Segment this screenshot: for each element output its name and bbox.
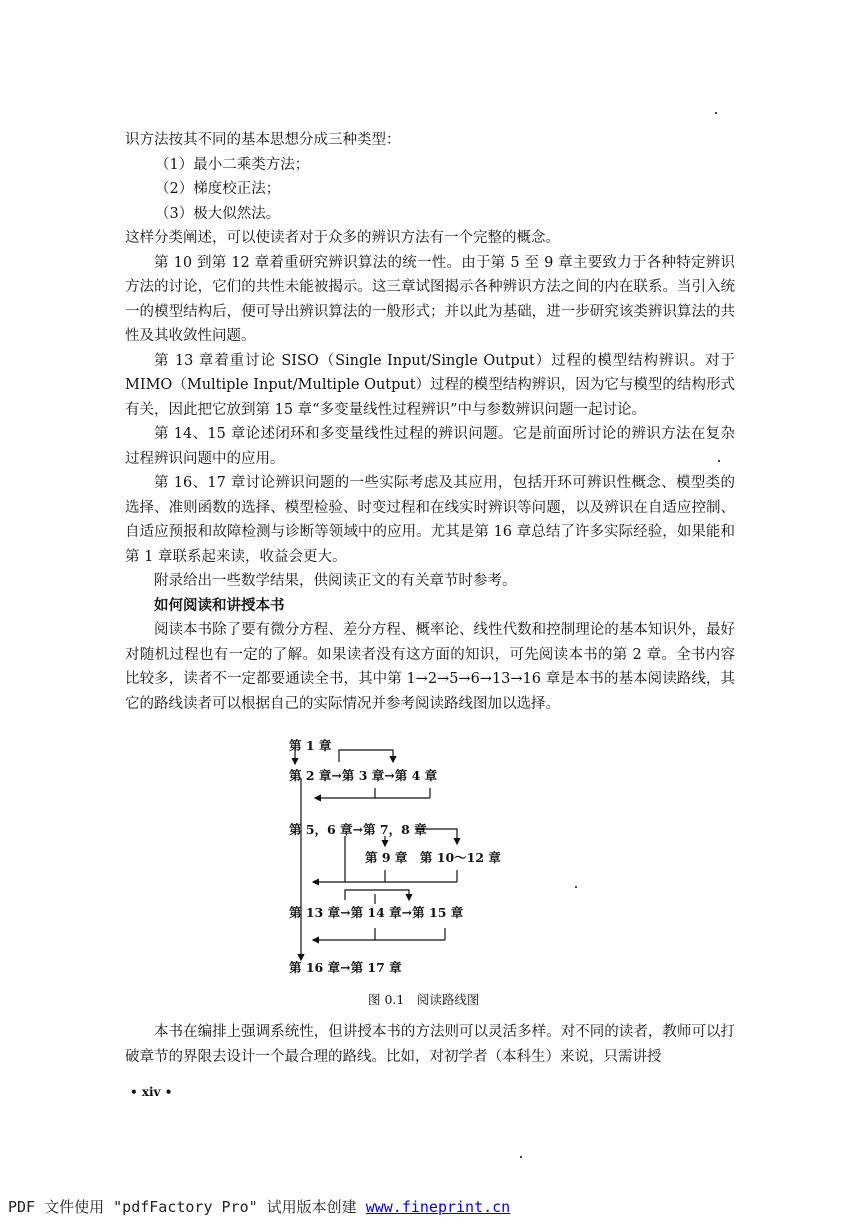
diagram-row-ch16-17: 第 16 章→第 17 章 xyxy=(289,960,402,975)
paragraph: 第 16、17 章讨论辨识问题的一些实际考虑及其应用，包括开环可辨识性概念、模型类的选择、准则函数的选择、模型检验、时变过程和在线实时辨识等问题，以及辨识在自适应控制、自适应预报和故障检测与诊断等领域中的应用。尤其是第 16 章总结了许多实际经验，如果能和第 1 章联系起来读，收益会更大。 xyxy=(125,475,735,565)
footer-link[interactable]: www.fineprint.cn xyxy=(365,1198,511,1216)
diagram-node-ch1: 第 1 章 xyxy=(289,738,332,753)
paragraph: 本书在编排上强调系统性，但讲授本书的方法则可以灵活多样。对不同的读者，教师可以打破章节的界限去设计一个最合理的路线。比如，对初学者（本科生）来说，只需讲授 xyxy=(125,1024,735,1065)
diagram-row-ch9-12: 第 9 章 第 10～12 章 xyxy=(365,850,501,865)
document-body xyxy=(125,128,735,716)
reading-route-diagram xyxy=(285,732,515,982)
list-item: （3）极大似然法。 xyxy=(155,205,281,222)
footer-text: PDF 文件使用 "pdfFactory Pro" 试用版本创建 xyxy=(8,1198,366,1216)
scan-speck xyxy=(520,1156,522,1158)
figure-caption: 图 0.1 阅读路线图 xyxy=(368,992,480,1007)
section-heading: 如何阅读和讲授本书 xyxy=(154,596,285,614)
list-item: （1）最小二乘类方法； xyxy=(155,156,310,173)
paragraph: 第 14、15 章论述闭环和多变量线性过程的辨识问题。它是前面所讨论的辨识方法在复杂过程辨识问题中的应用。 xyxy=(125,426,735,467)
document-body-continued xyxy=(125,1020,735,1069)
paragraph: 第 13 章着重讨论 SISO（Single Input/Single Output）过程的模型结构辨识。对于 MIMO（Multiple Input/Multiple Output）过程的模型结构辨识，因为它与模型的结构形式有关，因此把它放到第 15 章“多变量线性过程辨识”中与参数辨识问题一起讨论。 xyxy=(125,352,735,418)
paragraph: 第 10 到第 12 章着重研究辨识算法的统一性。由于第 5 至 9 章主要致力于各种特定辨识方法的讨论，它们的共性未能被揭示。这三章试图揭示各种辨识方法之间的内在联系。当引入统一的模型结构后，便可导出辨识算法的一般形式；并以此为基础，进一步研究该类辨识算法的共性及其收敛性问题。 xyxy=(125,254,735,344)
paragraph: 附录给出一些数学结果，供阅读正文的有关章节时参考。 xyxy=(154,573,517,589)
scan-speck xyxy=(715,112,717,114)
scan-speck xyxy=(718,460,720,462)
list-item: （2）梯度校正法； xyxy=(155,181,281,197)
diagram-row-ch2-4: 第 2 章→第 3 章→第 4 章 xyxy=(289,768,438,783)
paragraph: 这样分类阐述，可以使读者对于众多的辨识方法有一个完整的概念。 xyxy=(125,230,560,246)
pdf-watermark-footer xyxy=(8,1196,510,1217)
diagram-row-ch13-15: 第 13 章→第 14 章→第 15 章 xyxy=(289,905,464,920)
intro-line: 识方法按其不同的基本思想分成三种类型： xyxy=(125,132,401,148)
scan-speck xyxy=(575,886,577,888)
diagram-row-ch5-8: 第 5，6 章→第 7，8 章 xyxy=(289,822,427,837)
page-number: • xiv • xyxy=(130,1085,173,1099)
paragraph: 阅读本书除了要有微分方程、差分方程、概率论、线性代数和控制理论的基本知识外，最好对随机过程也有一定的了解。如果读者没有这方面的知识，可先阅读本书的第 2 章。全书内容比较多，读者不一定都要通读全书，其中第 1→2→5→6→13→16 章是本书的基本阅读路线，其它的路线读者可以根据自己的实际情况并参考阅读路线图加以选择。 xyxy=(125,622,735,712)
